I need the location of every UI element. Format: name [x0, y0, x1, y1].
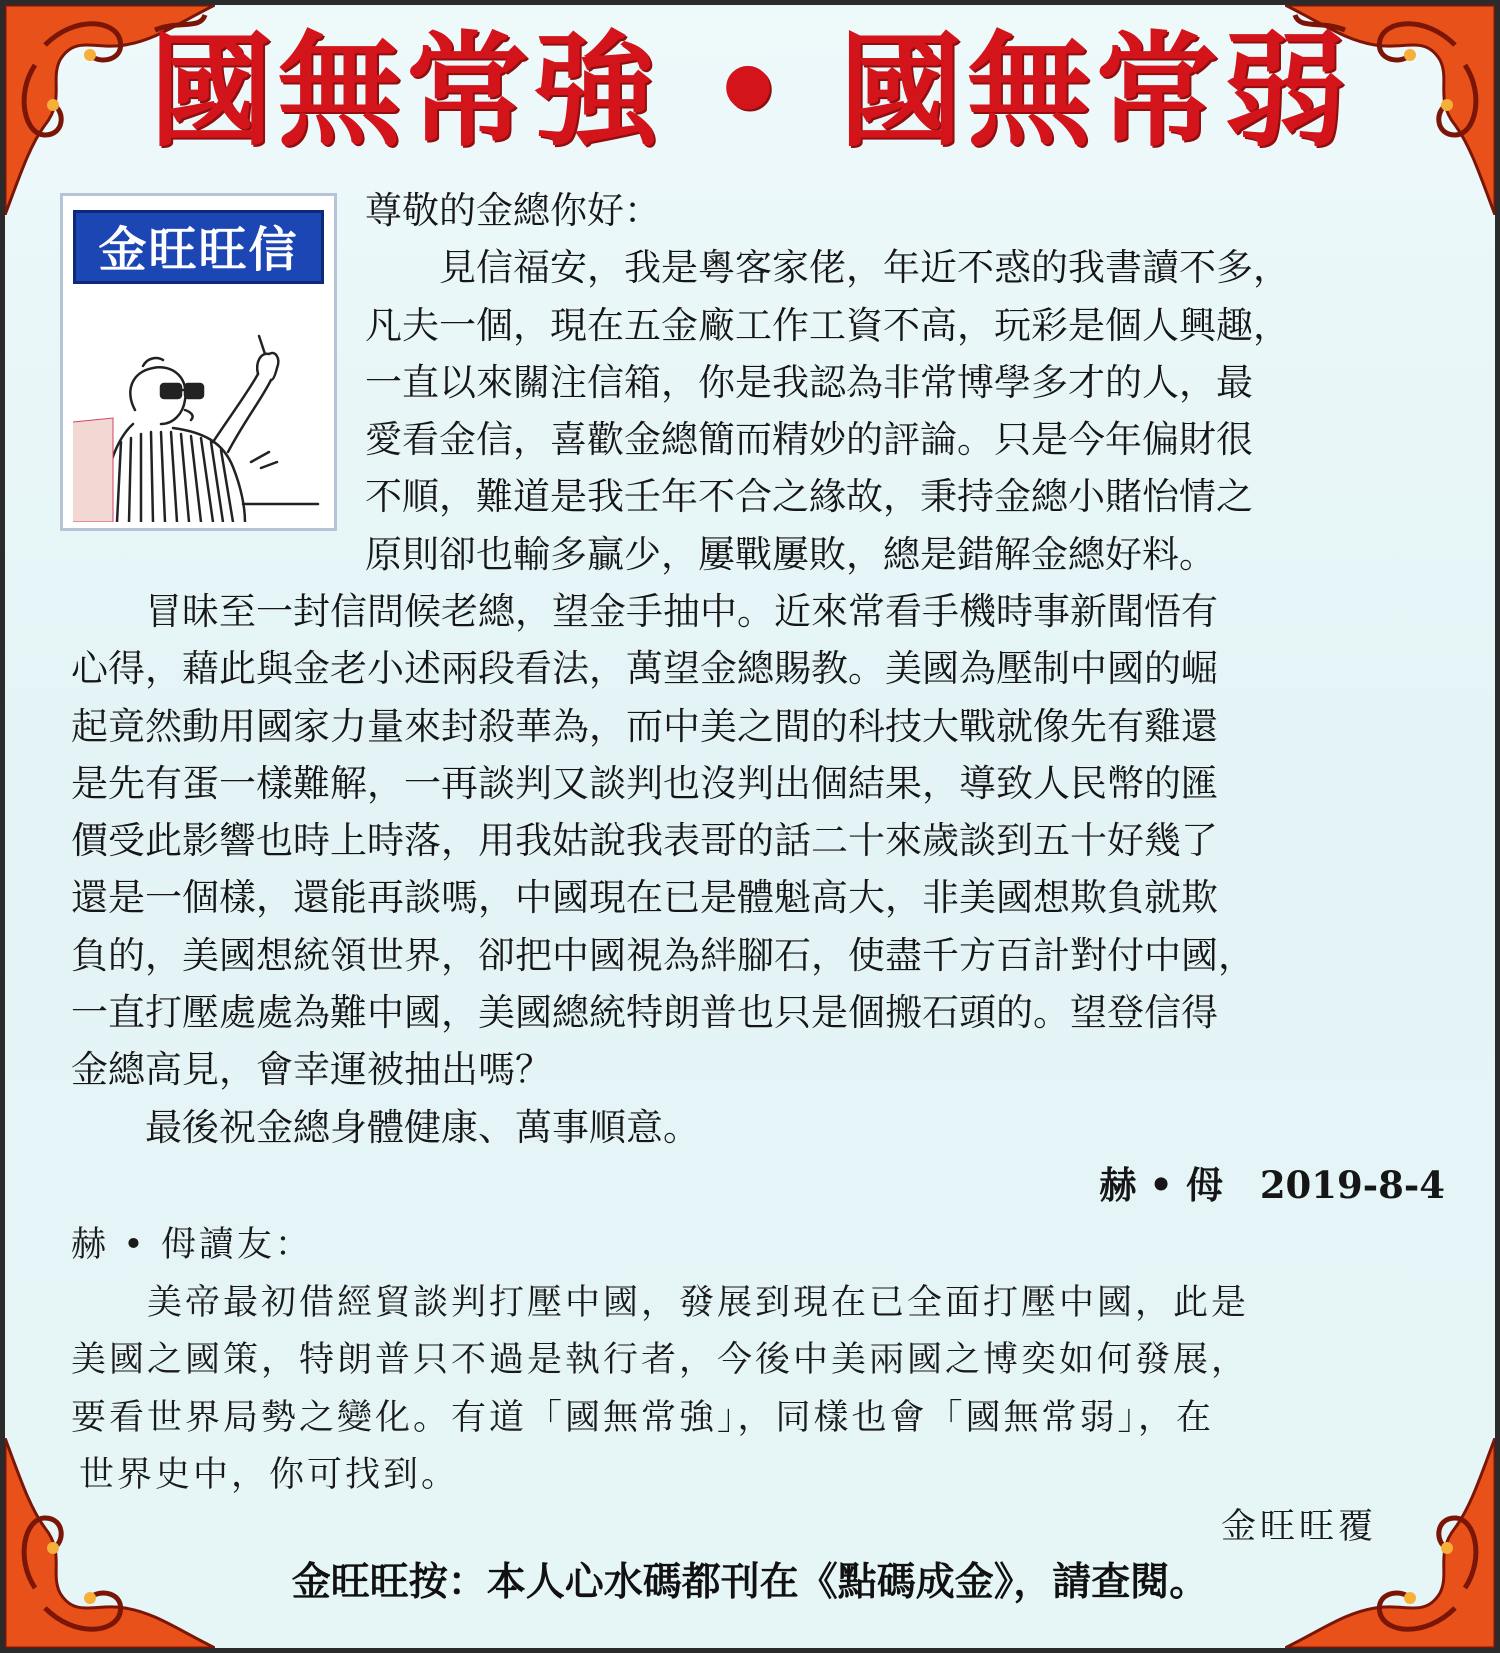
column-badge [60, 193, 337, 531]
letter-line: 冒昧至一封信問候老總，望金手抽中。近來常看手機時事新聞悟有 [71, 590, 1218, 633]
column-title: 金旺旺信箱 [73, 210, 324, 284]
reply-line: 美帝最初借經貿談判打壓中國，發展到現在已全面打壓中國，此是 [71, 1282, 1250, 1323]
reply-line: 要看世界局勢之變化。有道「國無常強」，同樣也會「國無常弱」，在 [71, 1397, 1215, 1438]
letter-closing [71, 1099, 1451, 1156]
letter-line: 價受此影響也時上時落，用我姑說我表哥的話二十來歲談到五十好幾了 [71, 819, 1218, 863]
reply-line: 美國之國策，特朗普只不過是執行者，今後中美兩國之博奕如何發展， [71, 1340, 1250, 1380]
closing-line: 最後祝金總身體健康、萬事順意。 [71, 1106, 700, 1149]
reply-signature: 金旺旺覆 [1220, 1507, 1377, 1547]
letter-line: 不順，難道是我壬年不合之緣故，秉持金總小賭怡情之 [365, 475, 1253, 519]
reply-salutation: 赫 • 㑄讀友： [71, 1225, 313, 1265]
reply-section [71, 1217, 1451, 1505]
letter-line: 原則卻也輸多贏少，屢戰屢敗，總是錯解金總好料。 [365, 532, 1216, 576]
footer-note: 金旺旺按：本人心水碼都刊在《點碼成金》，請查閱。 [291, 1560, 1209, 1605]
letter-signature: 赫 • 㑄 2019-8-4 [1099, 1163, 1445, 1207]
reply-line: 世界史中，你可找到。 [79, 1455, 460, 1495]
letter-line: 一直以來關注信箱，你是我認為非常博學多才的人，最 [365, 360, 1253, 404]
page-title: 國無常強 • 國無常弱 [149, 20, 1351, 164]
letter-opening [365, 182, 1455, 583]
letter-line: 一直打壓處處為難中國，美國總統特朗普也只是個搬石頭的。望登信得 [71, 991, 1218, 1035]
letter-line: 負的，美國想統領世界，卻把中國視為絆腳石，使盡千方百計對付中國， [71, 933, 1255, 977]
letter-line: 愛看金信，喜歡金總簡而精妙的評論。只是今年偏財很 [365, 418, 1253, 462]
letter-body [71, 583, 1451, 1099]
letter-line: 是先有蛋一樣難解，一再談判又談判也沒判出個結果，導致人民幣的匯 [71, 761, 1218, 805]
letter-line: 起竟然動用國家力量來封殺華為，而中美之間的科技大戰就像先有雞還 [71, 704, 1218, 748]
columnist-illustration [73, 292, 325, 522]
letter-line: 見信福安，我是粵客家佬，年近不惑的我書讀不多， [365, 246, 1290, 290]
letter-line: 金總高見，會幸運被抽出嗎？ [71, 1048, 552, 1092]
letter-salutation: 尊敬的金總你好： [365, 189, 661, 232]
letter-line: 還是一個樣，還能再談嗎，中國現在已是體魁高大，非美國想欺負就欺 [71, 876, 1218, 920]
letter-line: 心得，藉此與金老小述兩段看法，萬望金總賜教。美國為壓制中國的崛 [71, 647, 1218, 691]
letter-line: 凡夫一個，現在五金廠工作工資不高，玩彩是個人興趣， [365, 303, 1290, 347]
